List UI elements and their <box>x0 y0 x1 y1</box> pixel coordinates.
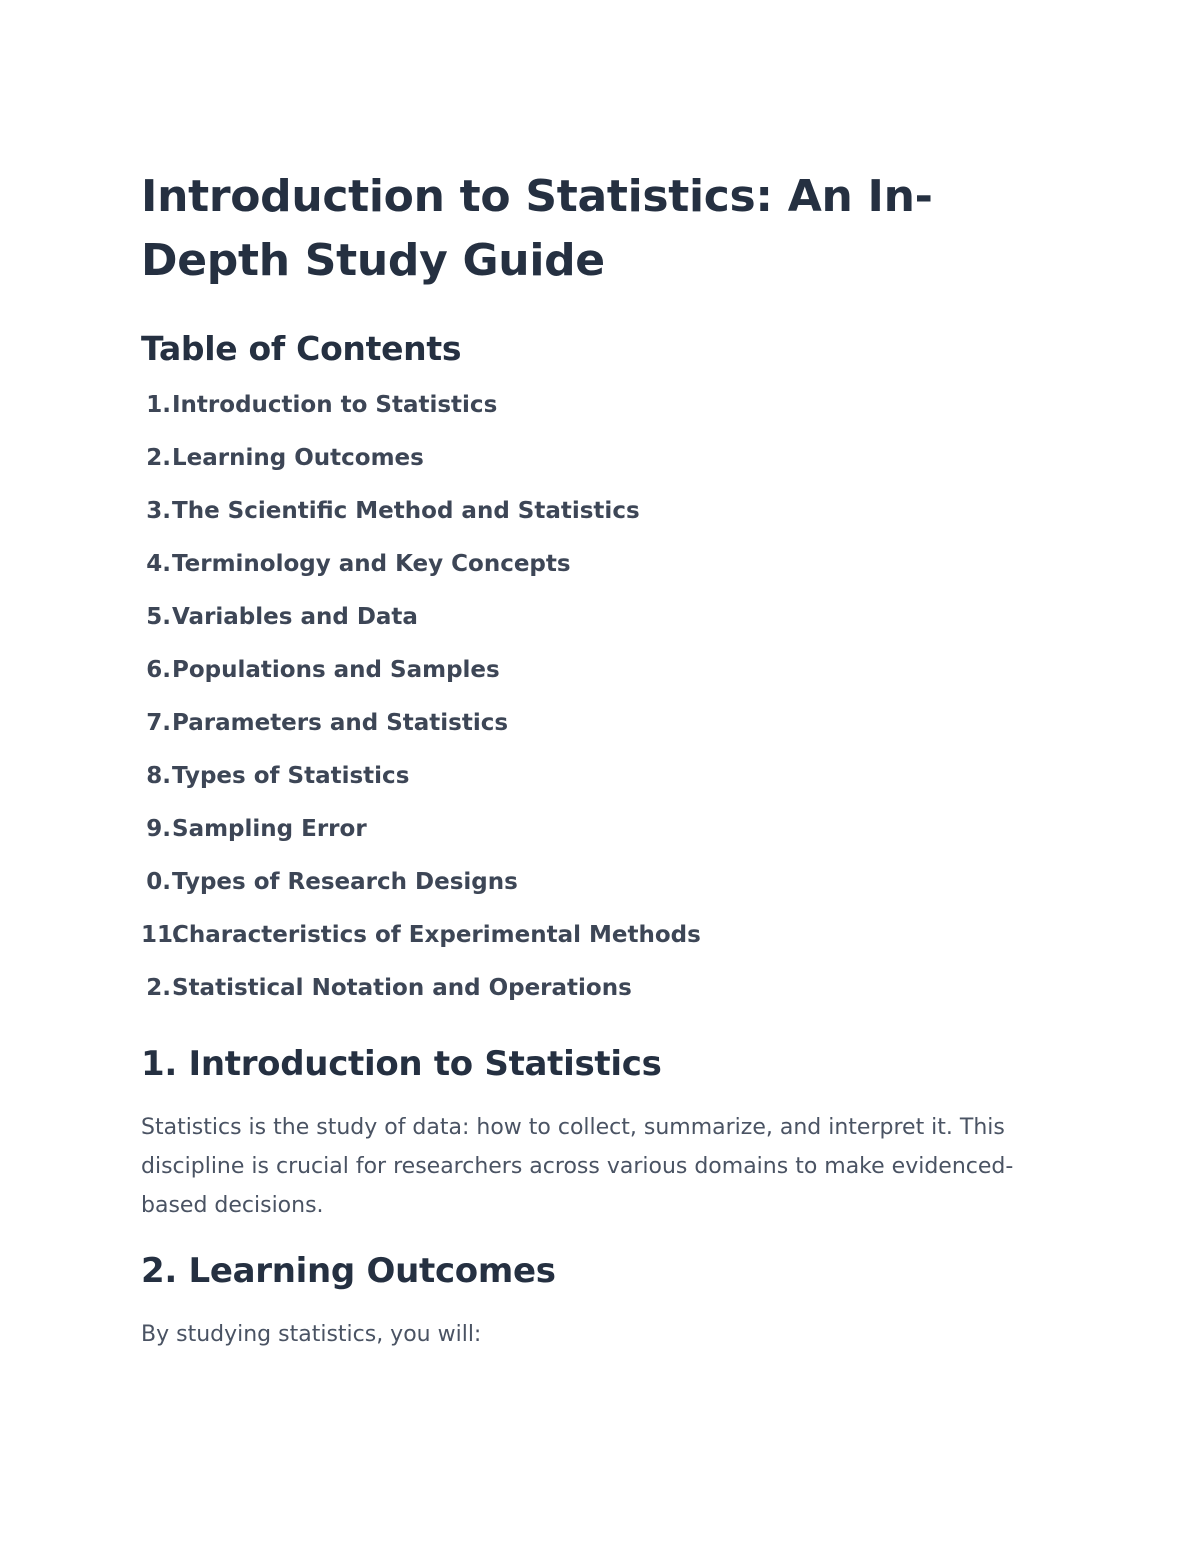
document-title: Introduction to Statistics: An In-Depth Study Guide <box>141 171 933 286</box>
toc-item-types-of-statistics[interactable] <box>141 761 1050 814</box>
section-paragraph: Statistics is the study of data: how to collect, summarize, and interpret it. This discipline is crucial for researchers across various domains to make evidenced-based decisions. <box>141 1115 1014 1218</box>
toc-item-label: Populations and Samples <box>172 657 500 683</box>
section-heading: 2. Learning Outcomes <box>141 1251 556 1291</box>
toc-item-learning-outcomes[interactable] <box>141 443 1050 496</box>
toc-item-research-designs[interactable] <box>141 867 1050 920</box>
toc-item-label: Statistical Notation and Operations <box>172 975 632 1001</box>
toc-item-statistical-notation[interactable] <box>141 973 1050 1026</box>
toc-item-label: Learning Outcomes <box>172 445 424 471</box>
toc-item-number: 7. <box>146 710 171 736</box>
toc-item-variables-and-data[interactable] <box>141 602 1050 655</box>
table-of-contents <box>141 390 1050 1026</box>
toc-item-number: 9. <box>146 816 171 842</box>
toc-item-number: 6. <box>146 657 171 683</box>
toc-item-label: Types of Research Designs <box>172 869 518 895</box>
toc-item-sampling-error[interactable] <box>141 814 1050 867</box>
toc-item-scientific-method[interactable] <box>141 496 1050 549</box>
toc-item-label: Introduction to Statistics <box>172 392 498 418</box>
toc-item-number: 4. <box>146 551 171 577</box>
section-introduction <box>141 1040 1050 1225</box>
toc-item-parameters-and-statistics[interactable] <box>141 708 1050 761</box>
toc-item-label: Terminology and Key Concepts <box>172 551 571 577</box>
toc-item-number: 2. <box>146 445 171 471</box>
toc-item-label: Variables and Data <box>172 604 418 630</box>
toc-item-label: Sampling Error <box>172 816 367 842</box>
toc-item-number: 0. <box>146 869 171 895</box>
toc-item-label: Characteristics of Experimental Methods <box>172 922 701 948</box>
toc-item-number: 1. <box>146 392 171 418</box>
toc-item-number: 3. <box>146 498 171 524</box>
toc-item-number: 5. <box>146 604 171 630</box>
toc-item-number: 8. <box>146 763 171 789</box>
toc-item-terminology[interactable] <box>141 549 1050 602</box>
section-learning-outcomes <box>141 1247 1050 1354</box>
toc-item-number: 2. <box>146 975 171 1001</box>
toc-item-populations-and-samples[interactable] <box>141 655 1050 708</box>
toc-item-experimental-methods[interactable] <box>141 920 1050 973</box>
toc-item-number: 11. <box>141 922 182 948</box>
toc-heading: Table of Contents <box>141 329 462 368</box>
toc-item-label: Parameters and Statistics <box>172 710 509 736</box>
toc-item-introduction[interactable] <box>141 390 1050 443</box>
toc-item-label: Types of Statistics <box>172 763 410 789</box>
section-paragraph: By studying statistics, you will: <box>141 1322 482 1347</box>
toc-item-label: The Scientific Method and Statistics <box>172 498 640 524</box>
section-heading: 1. Introduction to Statistics <box>141 1044 662 1084</box>
